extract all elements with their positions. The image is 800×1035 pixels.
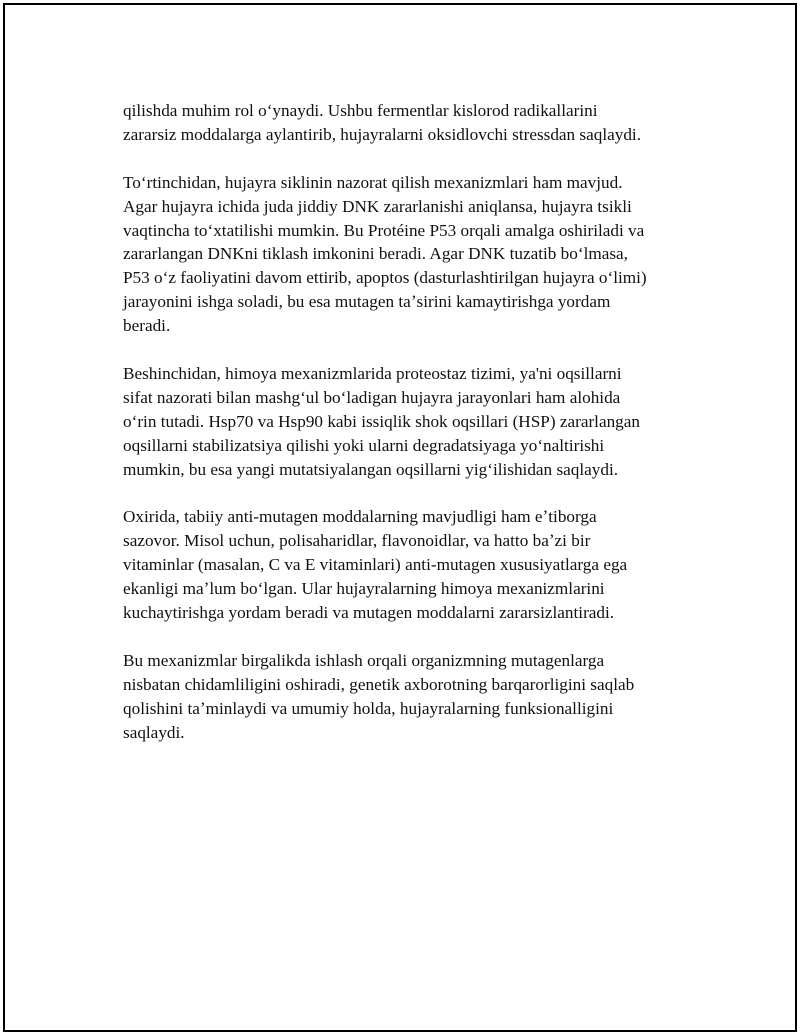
text-line: beradi. [123, 316, 171, 336]
page-frame [3, 3, 797, 1032]
text-line: mumkin, bu esa yangi mutatsiyalangan oqsillarni yigʻilishidan saqlaydi. [123, 459, 619, 479]
paragraph-antioxidant-enzymes [123, 99, 703, 147]
text-line: ekanligi maʼlum boʻlgan. Ular hujayralarning himoya mexanizmlarini [123, 579, 605, 599]
text-line: qilishda muhim rol oʻynaydi. Ushbu fermentlar kislorod radikallarini [123, 101, 598, 120]
text-line: vitaminlar (masalan, C va E vitaminlari) anti-mutagen xususiyatlarga ega [123, 555, 628, 575]
paragraph-cell-cycle-control [123, 171, 703, 338]
text-line: vaqtincha toʻxtatilishi mumkin. Bu Protéine P53 orqali amalga oshiriladi va [123, 220, 645, 240]
text-line: Agar hujayra ichida juda jiddiy DNK zararlanishi aniqlansa, hujayra tsikli [123, 196, 632, 216]
text-line: qolishini taʼminlaydi va umumiy holda, hujayralarning funksionalligini [123, 698, 614, 718]
text-line: oʻrin tutadi. Hsp70 va Hsp90 kabi issiqlik shok oqsillari (HSP) zararlangan [123, 411, 640, 431]
text-line: sazovor. Misol uchun, polisaharidlar, flavonoidlar, va hatto baʼzi bir [123, 531, 591, 551]
text-line: zararsiz moddalarga aylantirib, hujayralarni oksidlovchi stressdan saqlaydi. [123, 124, 642, 144]
text-line: Beshinchidan, himoya mexanizmlarida proteostaz tizimi, ya'ni oqsillarni [123, 363, 622, 383]
paragraph-anti-mutagens [123, 505, 703, 625]
paragraph-conclusion [123, 649, 703, 745]
paragraph-proteostasis [123, 362, 703, 482]
text-line: oqsillarni stabilizatsiya qilishi yoki ularni degradatsiyaga yoʻnaltirishi [123, 435, 605, 455]
text-line: Bu mexanizmlar birgalikda ishlash orqali organizmning mutagenlarga [123, 650, 605, 670]
text-line: Toʻrtinchidan, hujayra siklinin nazorat qilish mexanizmlari ham mavjud. [123, 172, 623, 192]
text-line: Oxirida, tabiiy anti-mutagen moddalarning mavjudligi ham eʼtiborga [123, 507, 597, 527]
document-body [123, 99, 703, 768]
text-line: kuchaytirishga yordam beradi va mutagen moddalarni zararsizlantiradi. [123, 602, 615, 622]
text-line: sifat nazorati bilan mashgʻul boʻladigan hujayra jarayonlari ham alohida [123, 387, 621, 407]
text-line: zararlangan DNKni tiklash imkonini beradi. Agar DNK tuzatib boʻlmasa, [123, 244, 628, 264]
text-line: P53 oʻz faoliyatini davom ettirib, apoptos (dasturlashtirilgan hujayra oʻlimi) [123, 268, 647, 288]
text-line: jarayonini ishga soladi, bu esa mutagen taʼsirini kamaytirishga yordam [123, 292, 611, 312]
text-line: saqlaydi. [123, 722, 185, 742]
text-line: nisbatan chidamliligini oshiradi, genetik axborotning barqarorligini saqlab [123, 674, 635, 694]
